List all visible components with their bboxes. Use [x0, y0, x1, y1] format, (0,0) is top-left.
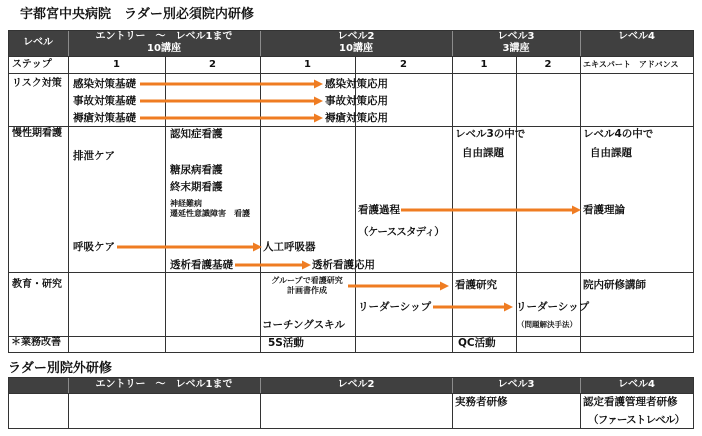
arrow-head: [314, 114, 323, 123]
arrow-head: [572, 206, 581, 215]
column-divider: [68, 393, 69, 428]
course-nursing-research: 看護研究: [455, 279, 497, 291]
course-accident-basic: 事故対策基礎: [73, 95, 136, 107]
arrow-accident-prevention: [140, 97, 323, 106]
course-dementia: 認知症看護: [170, 128, 223, 140]
step-cell: 1: [304, 59, 311, 70]
header-divider: [68, 377, 69, 393]
level3-note: レベル3の中で: [455, 128, 526, 140]
activity-qc: QC活動: [458, 337, 496, 349]
header-level3-count: 3講座: [502, 43, 530, 54]
course-problem-solving: （問題解決手法）: [517, 320, 577, 329]
outside-header-entry-label: エントリー ～ レベル1まで: [95, 379, 233, 390]
row-label-risk: リスク対策: [12, 78, 62, 89]
outside-header-level3-label: レベル3: [497, 379, 535, 390]
arrow-respiratory-care: [117, 243, 262, 252]
outside-course-level3: 実務者研修: [455, 396, 508, 408]
course-prolonged-consciousness: 遷延性意識障害 看護: [170, 209, 250, 218]
group-research-line2: 計画書作成: [287, 286, 327, 295]
arrow-infection-control: [140, 80, 323, 89]
course-nursing-theory: 看護理論: [583, 204, 625, 216]
course-nursing-process: 看護過程: [358, 204, 400, 216]
column-divider: [452, 393, 453, 428]
level4-note: レベル4の中で: [583, 128, 654, 140]
outside-header-level4: [580, 377, 693, 393]
row-label-improvement: ＊業務改善: [11, 337, 61, 348]
header-entry-label: エントリー ～ レベル1まで: [95, 31, 233, 42]
arrow-pressure-ulcer: [140, 114, 323, 123]
level3-topic: 自由課題: [462, 147, 504, 159]
row-label-chronic: 慢性期看護: [12, 128, 62, 139]
course-respiratory: 呼吸ケア: [73, 241, 115, 253]
arrow-nursing-research: [348, 282, 449, 291]
step-row-label: ステップ: [12, 59, 52, 70]
course-infection-basic: 感染対策基礎: [73, 78, 136, 90]
activity-5s: 5S活動: [268, 337, 304, 349]
header-divider: [580, 377, 581, 393]
row-divider: [8, 393, 694, 394]
header-level-label: レベル: [23, 37, 53, 48]
outside-header-level4-label: レベル4: [618, 379, 655, 390]
step-cell: 1: [113, 59, 120, 70]
outside-header-level2: [260, 377, 452, 393]
outside-course-level4: 認定看護管理者研修: [583, 396, 678, 408]
arrow-head: [253, 243, 262, 252]
course-dialysis-applied: 透析看護応用: [312, 259, 375, 271]
step-cell: 1: [480, 59, 488, 70]
step-cell: 2: [400, 59, 407, 70]
arrow-leadership: [433, 303, 513, 312]
step-cell: 2: [544, 59, 552, 70]
course-accident-applied: 事故対策応用: [325, 95, 388, 107]
course-group-research: [267, 276, 347, 296]
arrow-head: [314, 97, 323, 106]
arrow-head: [504, 303, 513, 312]
course-excretion: 排泄ケア: [73, 150, 115, 162]
header-level3-label: レベル3: [497, 31, 535, 42]
column-divider: [260, 393, 261, 428]
column-divider: [580, 393, 581, 428]
header-level2-count: 10講座: [339, 43, 373, 54]
outside-course-level4-note: （ファーストレベル）: [588, 414, 685, 426]
page-title: 宇都宮中央病院 ラダー別必須院内研修: [20, 7, 254, 22]
step-cell: 2: [209, 59, 216, 70]
table-border-right: [693, 377, 694, 429]
step-cell-expert: エキスパート アドバンス: [583, 60, 679, 69]
course-infection-applied: 感染対策応用: [325, 78, 388, 90]
arrow-head: [302, 261, 311, 270]
outside-header-level3: [452, 377, 580, 393]
arrow-head: [440, 282, 449, 291]
level4-topic: 自由課題: [590, 147, 632, 159]
course-lecturer: 院内研修講師: [583, 279, 646, 291]
course-ventilator: 人工呼吸器: [263, 241, 316, 253]
course-neuro-intractable: 神経難病: [170, 199, 202, 208]
table-border-bottom: [8, 428, 694, 429]
table-border-top: [8, 377, 694, 378]
course-coaching: コーチングスキル: [262, 319, 346, 331]
course-pressure-ulcer-basic: 褥瘡対策基礎: [73, 112, 136, 124]
course-diabetes: 糖尿病看護: [170, 164, 223, 176]
course-pressure-ulcer-applied: 褥瘡対策応用: [325, 112, 388, 124]
header-entry-count: 10講座: [147, 43, 181, 54]
course-case-study: （ケーススタディ）: [358, 226, 444, 238]
header-level2-label: レベル2: [337, 31, 375, 42]
course-leadership-2: リーダーシップ: [516, 301, 590, 313]
outside-header-level2-label: レベル2: [337, 379, 375, 390]
outside-header-entry: [68, 377, 260, 393]
arrow-nursing-process: [401, 206, 581, 215]
course-dialysis-basic: 透析看護基礎: [170, 259, 233, 271]
header-level4-label: レベル4: [618, 31, 655, 42]
table-border-left: [8, 377, 9, 429]
section-title-outside: ラダー別院外研修: [8, 361, 112, 376]
course-leadership-1: リーダーシップ: [358, 301, 432, 313]
course-end-of-life: 終末期看護: [170, 181, 223, 193]
header-divider: [260, 377, 261, 393]
arrow-head: [314, 80, 323, 89]
group-research-line1: グループで看護研究: [271, 276, 343, 285]
row-label-education: 教育・研究: [12, 279, 62, 290]
header-divider: [452, 377, 453, 393]
arrow-dialysis: [235, 261, 311, 270]
